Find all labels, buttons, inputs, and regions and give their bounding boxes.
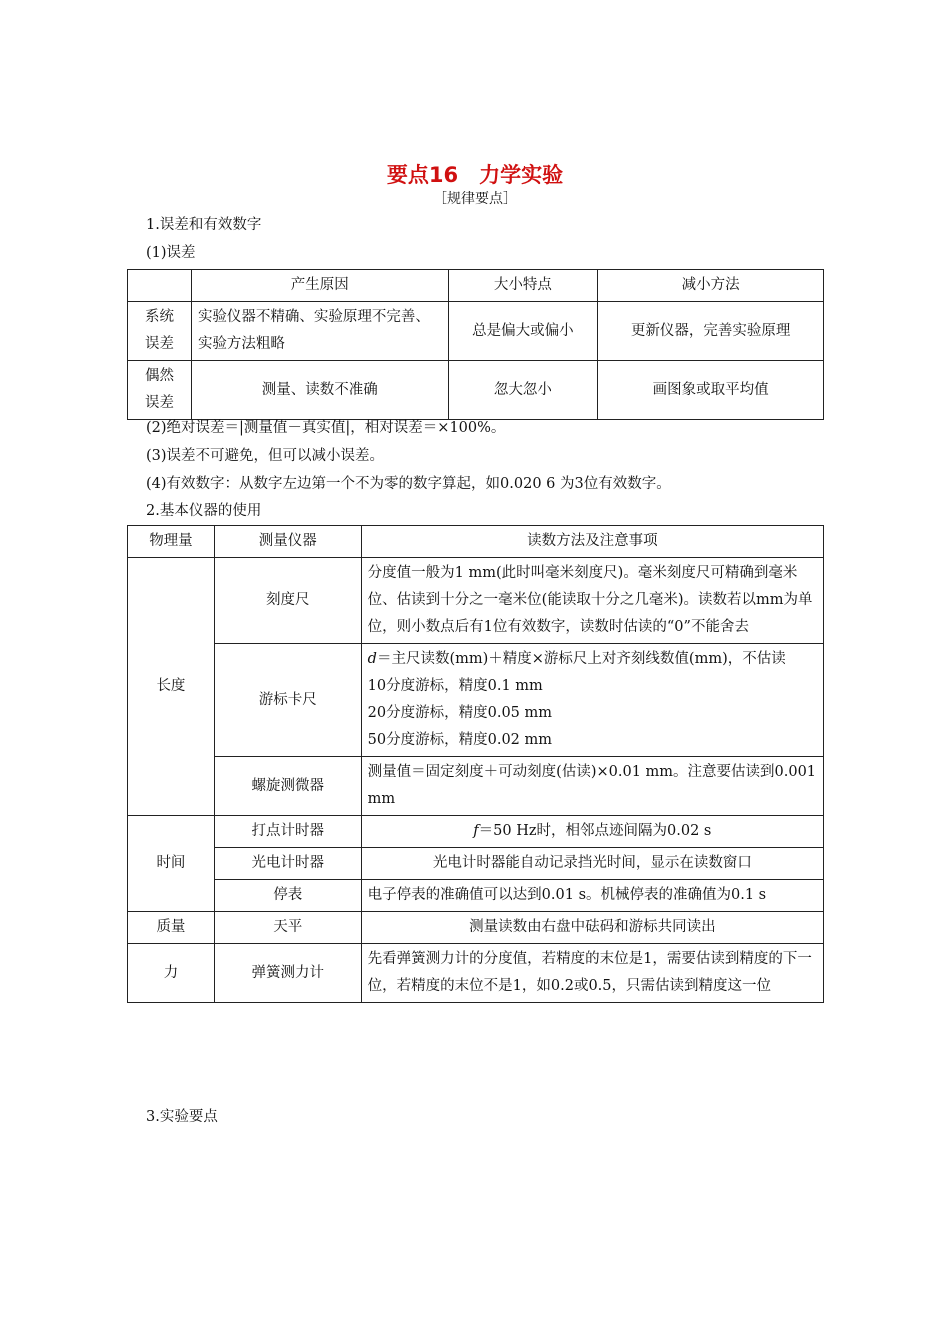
note-cell: 测量值＝固定刻度＋可动刻度(估读)×0.01 mm。注意要估读到0.001 mm xyxy=(361,757,823,816)
table-cell: 偶然误差 xyxy=(128,361,192,420)
paragraph-absolute-error: (2)绝对误差＝|测量值－真实值|，相对误差＝×100%。 xyxy=(146,420,506,436)
paragraph-error-unavoidable: (3)误差不可避免，但可以减小误差。 xyxy=(146,448,385,464)
table-row xyxy=(128,757,824,816)
instrument-cell: 游标卡尺 xyxy=(214,644,361,757)
page-subtitle: ［规律要点］ xyxy=(433,191,517,207)
caliper-formula-text: ＝主尺读数(mm)＋精度×游标尺上对齐刻线数值(mm)，不估读 xyxy=(376,651,786,667)
paragraph-significant-figures: (4)有效数字：从数字左边第一个不为零的数字算起，如0.020 6 为3位有效数字。 xyxy=(146,476,671,492)
table-cell: 总是偏大或偏小 xyxy=(448,302,598,361)
table-cell: 画图象或取平均值 xyxy=(598,361,824,420)
instrument-table xyxy=(127,525,824,1003)
table-header-cell: 读数方法及注意事项 xyxy=(361,526,823,558)
section-heading-3: 3.实验要点 xyxy=(146,1109,218,1125)
quantity-cell: 力 xyxy=(128,944,215,1003)
table-cell: 忽大忽小 xyxy=(448,361,598,420)
instrument-cell: 弹簧测力计 xyxy=(214,944,361,1003)
variable-f: f xyxy=(473,823,479,839)
table-row xyxy=(128,944,824,1003)
section-heading-1: 1.误差和有效数字 xyxy=(146,217,262,233)
caliper-formula xyxy=(368,646,817,673)
table-cell: 系统误差 xyxy=(128,302,192,361)
variable-d: d xyxy=(367,651,377,667)
quantity-cell: 长度 xyxy=(128,558,215,816)
table-row xyxy=(128,361,824,420)
page-title: 要点16 力学实验 xyxy=(386,163,564,187)
table-header-row xyxy=(128,270,824,302)
table-row xyxy=(128,644,824,757)
note-cell: 电子停表的准确值可以达到0.01 s。机械停表的准确值为0.1 s xyxy=(361,880,823,912)
caliper-line: 50分度游标，精度0.02 mm xyxy=(367,732,553,748)
caliper-line: 20分度游标，精度0.05 mm xyxy=(367,705,553,721)
table-header-cell: 产生原因 xyxy=(191,270,448,302)
instrument-cell: 刻度尺 xyxy=(214,558,361,644)
table-row xyxy=(128,912,824,944)
instrument-cell: 光电计时器 xyxy=(214,848,361,880)
table-header-cell: 测量仪器 xyxy=(214,526,361,558)
note-cell: 分度值一般为1 mm(此时叫毫米刻度尺)。毫米刻度尺可精确到毫米位、估读到十分之一毫米位(能读取十分之几毫米)。读数若以mm为单位，则小数点后有1位有效数字，读数时估读的“0”不能舍去 xyxy=(361,558,823,644)
table-header-cell: 大小特点 xyxy=(448,270,598,302)
timer-note-text: ＝50 Hz时，相邻点迹间隔为0.02 s xyxy=(478,823,712,839)
instrument-cell: 停表 xyxy=(214,880,361,912)
table-header-cell: 减小方法 xyxy=(598,270,824,302)
table-header-cell: 物理量 xyxy=(128,526,215,558)
table-row xyxy=(128,816,824,848)
table-row xyxy=(128,880,824,912)
note-cell xyxy=(361,644,823,757)
note-cell: 测量读数由右盘中砝码和游标共同读出 xyxy=(361,912,823,944)
table-cell: 实验仪器不精确、实验原理不完善、实验方法粗略 xyxy=(191,302,448,361)
subsection-error: (1)误差 xyxy=(146,245,196,261)
quantity-cell: 时间 xyxy=(128,816,215,912)
table-row xyxy=(128,848,824,880)
quantity-cell: 质量 xyxy=(128,912,215,944)
instrument-cell: 打点计时器 xyxy=(214,816,361,848)
error-table xyxy=(127,269,824,420)
table-cell: 更新仪器，完善实验原理 xyxy=(598,302,824,361)
table-header-cell xyxy=(128,270,192,302)
instrument-cell: 天平 xyxy=(214,912,361,944)
note-cell xyxy=(361,816,823,848)
table-row xyxy=(128,558,824,644)
caliper-line: 10分度游标，精度0.1 mm xyxy=(367,678,543,694)
table-header-row xyxy=(128,526,824,558)
table-cell: 测量、读数不准确 xyxy=(191,361,448,420)
section-heading-2: 2.基本仪器的使用 xyxy=(146,503,262,519)
instrument-cell: 螺旋测微器 xyxy=(214,757,361,816)
table-row xyxy=(128,302,824,361)
note-cell: 光电计时器能自动记录挡光时间，显示在读数窗口 xyxy=(361,848,823,880)
note-cell: 先看弹簧测力计的分度值，若精度的末位是1，需要估读到精度的下一位，若精度的末位不是1，如0.2或0.5，只需估读到精度这一位 xyxy=(361,944,823,1003)
